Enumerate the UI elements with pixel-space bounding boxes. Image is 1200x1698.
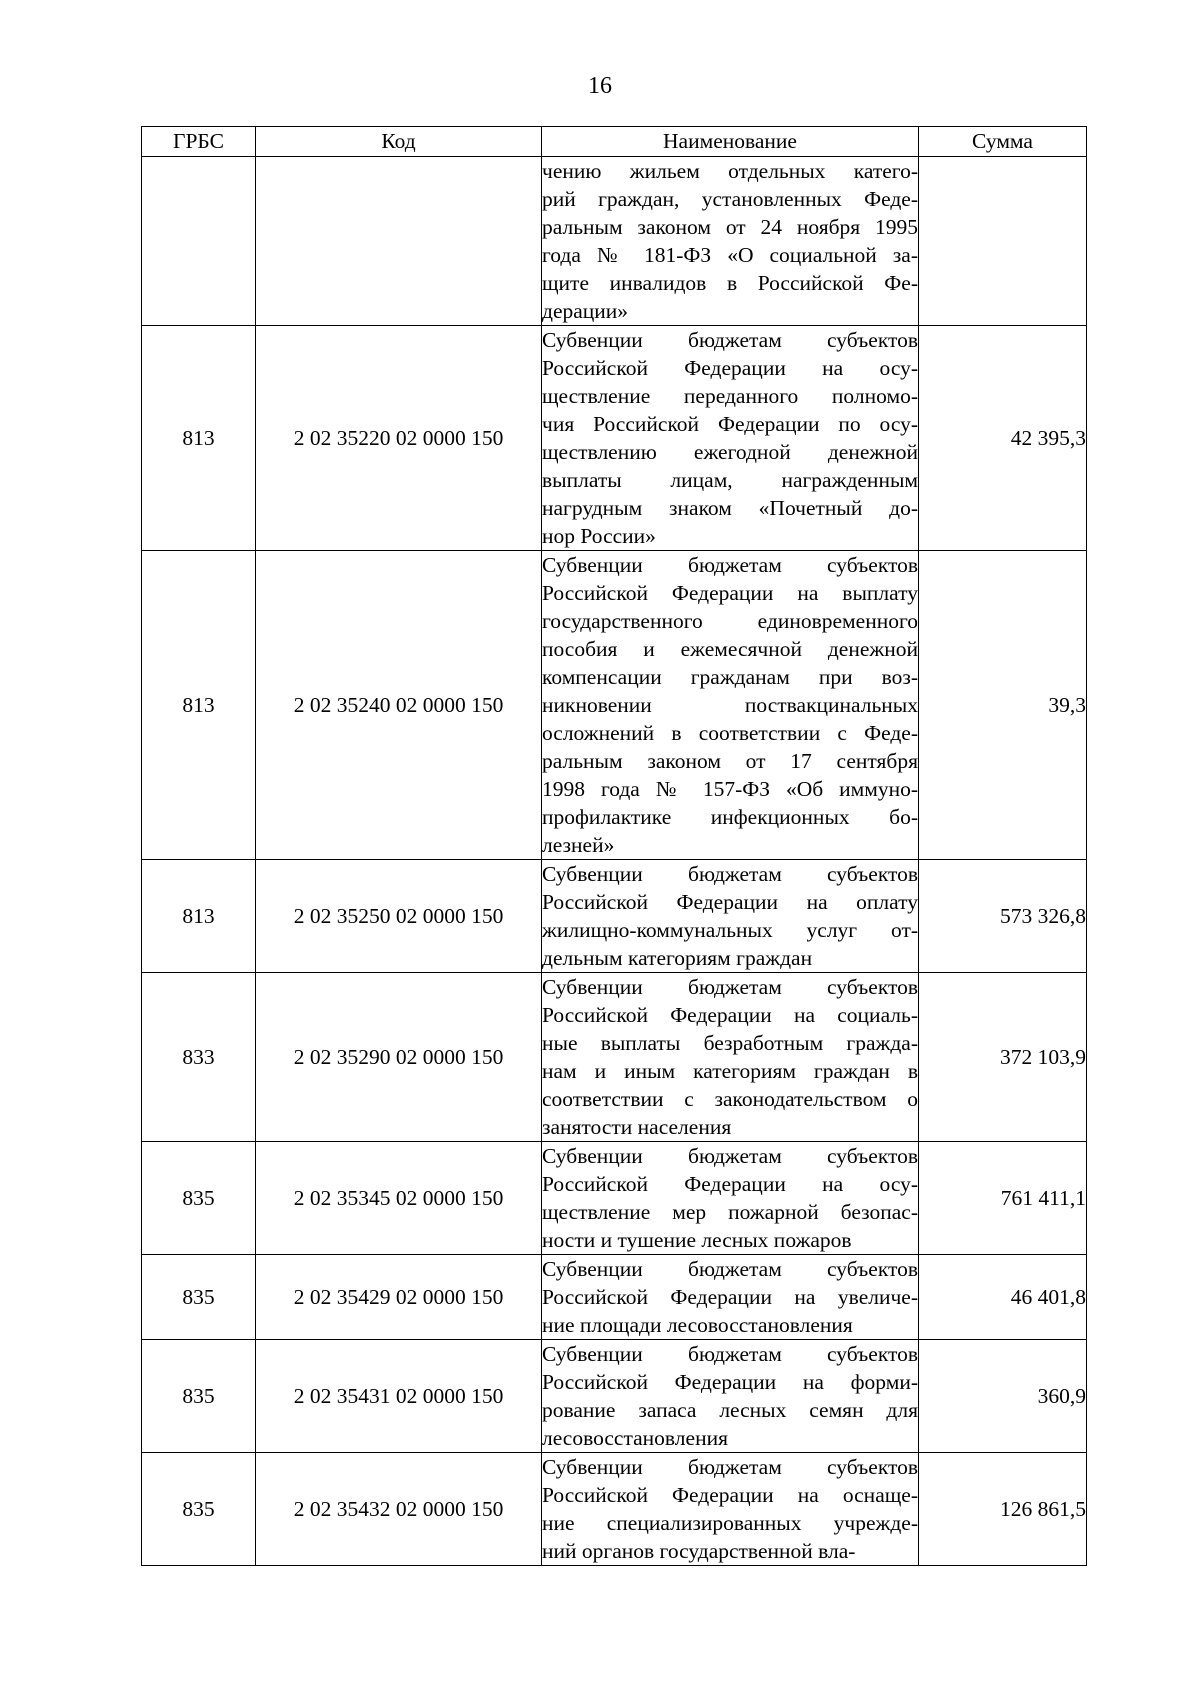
cell-name [542, 1142, 919, 1255]
name-line: Российской Федерации на оплату [542, 890, 918, 914]
name-line: лесовосстановления [542, 1426, 728, 1450]
cell-grbs: 813 [142, 326, 256, 551]
name-line: занятости населения [542, 1115, 732, 1139]
name-line: Субвенции бюджетам субъектов [542, 975, 918, 999]
header-code: Код [256, 127, 542, 157]
cell-code: 2 02 35220 02 0000 150 [256, 326, 542, 551]
cell-code: 2 02 35431 02 0000 150 [256, 1340, 542, 1453]
name-line: Российской Федерации на увеличе- [542, 1285, 918, 1309]
cell-code [256, 157, 542, 326]
cell-name [542, 1255, 919, 1340]
page-number: 16 [588, 73, 612, 99]
name-line: ние площади лесовосстановления [542, 1313, 853, 1337]
name-line: ний органов государственной вла- [542, 1539, 856, 1563]
name-line: пособия и ежемесячной денежной [542, 637, 918, 661]
budget-table [141, 126, 1087, 1566]
name-line: выплаты лицам, награжденным [542, 468, 918, 492]
cell-code: 2 02 35240 02 0000 150 [256, 551, 542, 860]
cell-grbs: 835 [142, 1453, 256, 1566]
cell-name [542, 551, 919, 860]
table-row [142, 1453, 1087, 1566]
name-line: ральным законом от 24 ноября 1995 [542, 215, 918, 239]
table-row [142, 1340, 1087, 1453]
name-line: нам и иным категориям граждан в [542, 1059, 918, 1083]
cell-name [542, 326, 919, 551]
header-grbs: ГРБС [142, 127, 256, 157]
cell-grbs [142, 157, 256, 326]
name-line: ные выплаты безработным гражда- [542, 1031, 918, 1055]
name-line: Субвенции бюджетам субъектов [542, 1144, 918, 1168]
cell-sum: 126 861,5 [919, 1453, 1087, 1566]
header-row [142, 127, 1087, 157]
name-line: государственного единовременного [542, 609, 918, 633]
cell-sum: 372 103,9 [919, 973, 1087, 1142]
name-line: Субвенции бюджетам субъектов [542, 1257, 918, 1281]
name-line: ществление переданного полномо- [542, 384, 918, 408]
cell-name [542, 157, 919, 326]
name-line: Субвенции бюджетам субъектов [542, 1455, 918, 1479]
header-name: Наименование [542, 127, 919, 157]
name-line: года № 181-ФЗ «О социальной за- [542, 243, 918, 267]
cell-sum [919, 157, 1087, 326]
table-header [142, 127, 1087, 157]
cell-grbs: 833 [142, 973, 256, 1142]
name-line: рий граждан, установленных Феде- [542, 187, 918, 211]
name-line: ществление мер пожарной безопас- [542, 1200, 918, 1224]
name-line: компенсации гражданам при воз- [542, 665, 918, 689]
name-line: профилактике инфекционных бо- [542, 805, 918, 829]
table-row [142, 973, 1087, 1142]
cell-grbs: 835 [142, 1340, 256, 1453]
name-line: ности и тушение лесных пожаров [542, 1228, 852, 1252]
cell-code: 2 02 35429 02 0000 150 [256, 1255, 542, 1340]
name-line: Российской Федерации на оснаще- [542, 1483, 918, 1507]
table-row [142, 326, 1087, 551]
cell-sum: 42 395,3 [919, 326, 1087, 551]
name-line: ние специализированных учрежде- [542, 1511, 918, 1535]
cell-code: 2 02 35432 02 0000 150 [256, 1453, 542, 1566]
table-row [142, 157, 1087, 326]
table-row [142, 551, 1087, 860]
name-line: жилищно-коммунальных услуг от- [542, 918, 918, 942]
header-sum: Сумма [919, 127, 1087, 157]
cell-sum: 360,9 [919, 1340, 1087, 1453]
name-line: Российской Федерации на выплату [542, 581, 918, 605]
name-line: лезней» [542, 833, 615, 857]
name-line: Российской Федерации на осу- [542, 1172, 918, 1196]
name-line: нор России» [542, 524, 656, 548]
name-line: дерации» [542, 299, 629, 323]
name-line: дельным категориям граждан [542, 946, 813, 970]
name-line: 1998 года № 157-ФЗ «Об иммуно- [542, 777, 918, 801]
cell-name [542, 973, 919, 1142]
name-line: щите инвалидов в Российской Фе- [542, 271, 918, 295]
name-line: Субвенции бюджетам субъектов [542, 328, 918, 352]
cell-name [542, 1340, 919, 1453]
cell-grbs: 813 [142, 860, 256, 973]
name-line: Российской Федерации на социаль- [542, 1003, 918, 1027]
cell-grbs: 835 [142, 1142, 256, 1255]
cell-sum: 573 326,8 [919, 860, 1087, 973]
name-line: соответствии с законодательством о [542, 1087, 918, 1111]
table-row [142, 1142, 1087, 1255]
table-body [142, 157, 1087, 1566]
name-line: Субвенции бюджетам субъектов [542, 862, 918, 886]
table-row [142, 860, 1087, 973]
table-row [142, 1255, 1087, 1340]
cell-sum: 761 411,1 [919, 1142, 1087, 1255]
cell-grbs: 813 [142, 551, 256, 860]
name-line: Российской Федерации на осу- [542, 356, 918, 380]
cell-grbs: 835 [142, 1255, 256, 1340]
name-line: чению жильем отдельных катего- [542, 159, 918, 183]
name-line: никновении поствакцинальных [542, 693, 918, 717]
name-line: Субвенции бюджетам субъектов [542, 553, 918, 577]
cell-name [542, 1453, 919, 1566]
cell-sum: 46 401,8 [919, 1255, 1087, 1340]
name-line: нагрудным знаком «Почетный до- [542, 496, 918, 520]
cell-sum: 39,3 [919, 551, 1087, 860]
cell-code: 2 02 35250 02 0000 150 [256, 860, 542, 973]
name-line: рование запаса лесных семян для [542, 1398, 918, 1422]
cell-name [542, 860, 919, 973]
cell-code: 2 02 35345 02 0000 150 [256, 1142, 542, 1255]
name-line: Российской Федерации на форми- [542, 1370, 918, 1394]
name-line: ральным законом от 17 сентября [542, 749, 918, 773]
cell-code: 2 02 35290 02 0000 150 [256, 973, 542, 1142]
name-line: чия Российской Федерации по осу- [542, 412, 918, 436]
name-line: Субвенции бюджетам субъектов [542, 1342, 918, 1366]
name-line: ществлению ежегодной денежной [542, 440, 918, 464]
name-line: осложнений в соответствии с Феде- [542, 721, 918, 745]
